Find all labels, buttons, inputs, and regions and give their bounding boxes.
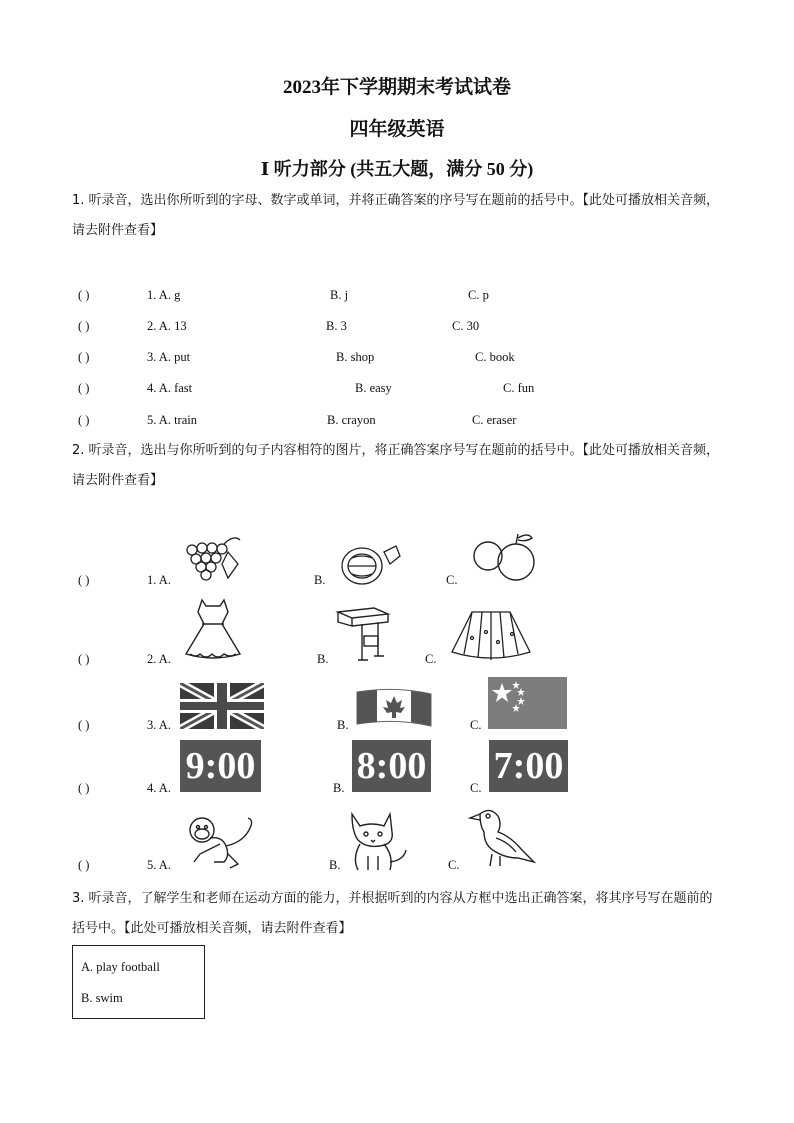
option-a: 3. A. <box>147 718 171 732</box>
bird-icon <box>466 806 536 870</box>
option-b: B. shop <box>336 350 375 364</box>
part2-instruction: 2. 听录音，选出与你所听到的句子内容相符的图片，将正确答案序号写在题前的括号中。【此处可播放相关音频，请去附件查看】 <box>72 443 720 488</box>
section-heading: Ⅰ 听力部分 (共五大题，满分 50 分) <box>260 159 534 179</box>
answer-bracket[interactable]: ( ) <box>78 718 90 732</box>
option-b: B. <box>337 718 349 732</box>
option-b: B. <box>333 781 345 795</box>
option-c: C. <box>446 573 458 587</box>
option-b: B. <box>317 652 329 666</box>
option-b: B. 3 <box>326 319 347 333</box>
answer-bracket[interactable]: ( ) <box>78 288 90 302</box>
option-c: C. p <box>468 288 489 302</box>
option-c: C. fun <box>503 381 535 395</box>
option-c: C. eraser <box>472 413 517 427</box>
canada-flag-icon <box>355 686 433 728</box>
option-c: C. <box>470 718 482 732</box>
clock-9: 9:00 <box>180 740 261 792</box>
answer-bracket[interactable]: ( ) <box>78 350 90 364</box>
option-b: B. easy <box>355 381 392 395</box>
options-box <box>72 945 205 1019</box>
grapes-icon <box>180 534 244 584</box>
part1-instruction: 1. 听录音，选出你所听到的字母、数字或单词，并将正确答案的序号写在题前的括号中。【此处可播放相关音频，请去附件查看】 <box>72 193 720 238</box>
answer-bracket[interactable]: ( ) <box>78 413 90 427</box>
option-a: 5. A. <box>147 858 171 872</box>
answer-bracket[interactable]: ( ) <box>78 652 90 666</box>
uk-flag-icon <box>180 683 264 729</box>
part3-instruction: 3. 听录音，了解学生和老师在运动方面的能力，并根据听到的内容从方框中选出正确答案，将其序号写在题前的括号中。【此处可播放相关音频，请去附件查看】 <box>72 891 713 936</box>
option-c: C. <box>470 781 482 795</box>
answer-bracket[interactable]: ( ) <box>78 858 90 872</box>
monkey-icon <box>184 814 258 870</box>
answer-bracket[interactable]: ( ) <box>78 573 90 587</box>
cat-icon <box>344 810 410 872</box>
skirt-icon <box>450 608 532 664</box>
option-b: B. <box>314 573 326 587</box>
option-a: 5. A. train <box>147 413 197 427</box>
option-b: B. j <box>330 288 349 302</box>
apples-icon <box>470 530 540 584</box>
answer-bracket[interactable]: ( ) <box>78 381 90 395</box>
option-a: 4. A. <box>147 781 171 795</box>
desk-icon <box>334 604 392 664</box>
option-a: A. play football <box>81 960 160 974</box>
page-subtitle: 四年级英语 <box>349 119 445 140</box>
option-c: C. <box>448 858 460 872</box>
option-c: C. 30 <box>452 319 480 333</box>
answer-bracket[interactable]: ( ) <box>78 319 90 333</box>
option-c: C. <box>425 652 437 666</box>
option-a: 3. A. put <box>147 350 191 364</box>
clock-8: 8:00 <box>352 740 431 792</box>
answer-bracket[interactable]: ( ) <box>78 781 90 795</box>
option-a: 1. A. <box>147 573 171 587</box>
option-a: 2. A. 13 <box>147 319 187 333</box>
option-b: B. crayon <box>327 413 376 427</box>
dress-icon <box>178 596 248 664</box>
china-flag-icon <box>488 677 567 729</box>
option-a: 1. A. g <box>147 288 181 302</box>
option-b: B. swim <box>81 991 123 1005</box>
option-b: B. <box>329 858 341 872</box>
option-a: 4. A. fast <box>147 381 193 395</box>
option-a: 2. A. <box>147 652 171 666</box>
watermelon-icon <box>338 542 404 586</box>
page-title: 2023年下学期期末考试试卷 <box>282 77 511 98</box>
option-c: C. book <box>475 350 515 364</box>
clock-7: 7:00 <box>489 740 568 792</box>
